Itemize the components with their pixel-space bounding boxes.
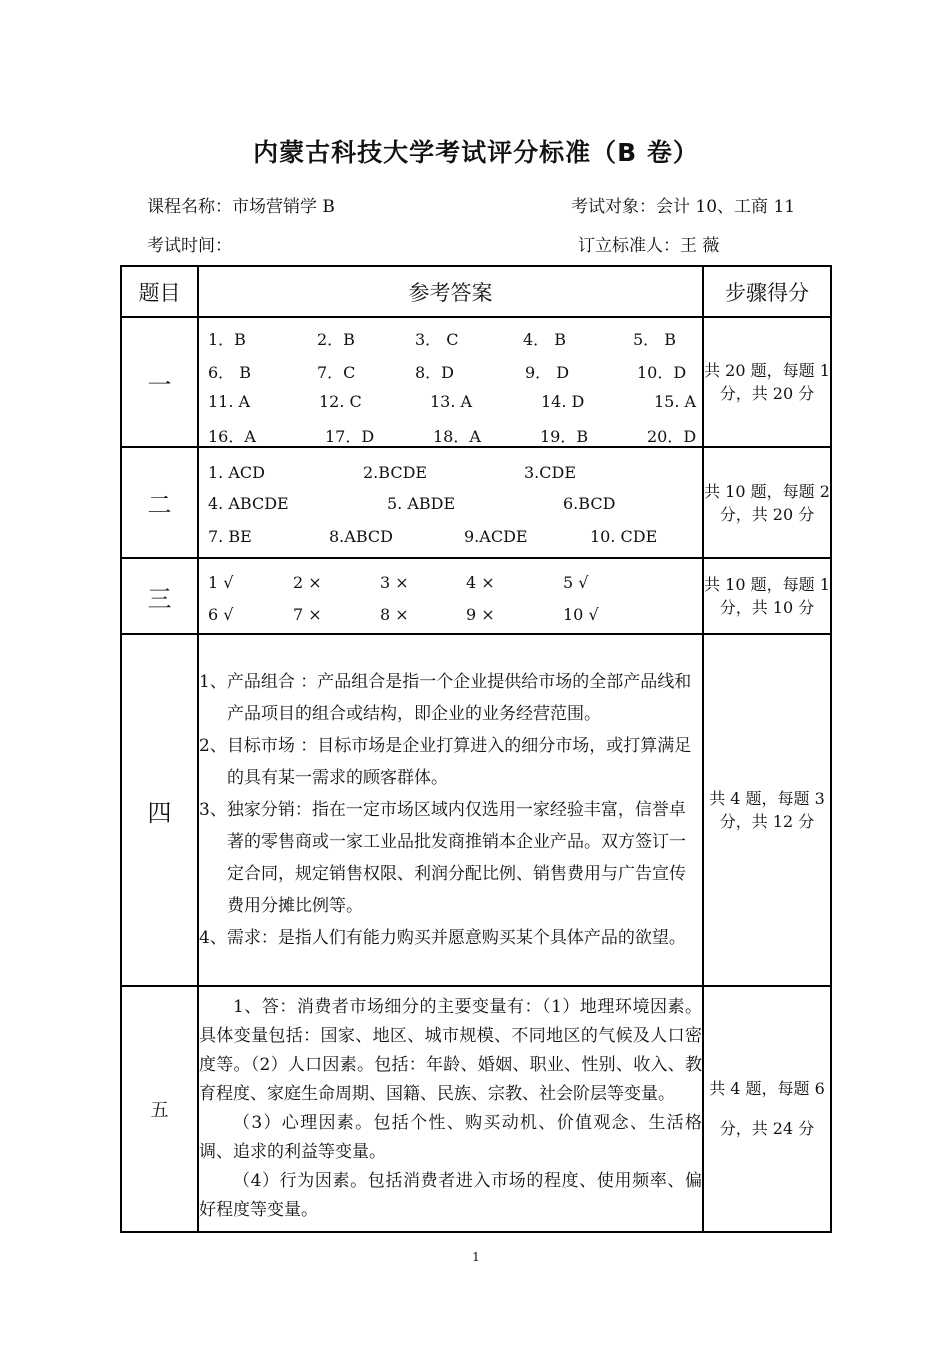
answer-item: 7．C	[317, 363, 356, 382]
essay-paragraph: 1、答：消费者市场细分的主要变量有：（1）地理环境因素。具体变量包括：国家、地区、城市规模、不同地区的气候及人口密度等。（2）人口因素。包括：年龄、婚姻、职业、性别、收入、教育程度、家庭生命周期、国籍、民族、宗教、社会阶层等变量。	[199, 997, 702, 1104]
answer-item: 5. ABDE	[387, 494, 456, 513]
answer-item: 4. ABCDE	[208, 494, 289, 513]
definition-item: 4、需求：是指人们有能力购买并愿意购买某个具体产品的欲望。	[199, 928, 686, 948]
question-label: 三	[121, 558, 198, 634]
score-cell: 共 10 题，每题 1 分，共 10 分	[703, 558, 831, 634]
score-cell: 共 10 题，每题 2 分，共 20 分	[703, 447, 831, 558]
answer-item: 15. A	[654, 392, 697, 411]
course-name: 课程名称：市场营销学 B	[147, 197, 335, 217]
answer-item: 16．A	[208, 427, 256, 446]
document-title: 内蒙古科技大学考试评分标准（B 卷）	[253, 138, 699, 167]
answer-cell	[198, 634, 703, 986]
question-label: 二	[121, 447, 198, 558]
answer-item: 1 √	[208, 573, 234, 592]
header-score: 步骤得分	[703, 266, 831, 317]
answer-item: 20．D	[647, 427, 697, 446]
question-label: 五	[121, 986, 198, 1232]
question-label: 一	[121, 317, 198, 447]
essay-paragraph: （4）行为因素。包括消费者进入市场的程度、使用频率、偏好程度等变量。	[199, 1171, 702, 1220]
essay-paragraph: （3）心理因素。包括个性、购买动机、价值观念、生活格调、追求的利益等变量。	[199, 1113, 702, 1162]
answer-item: 2 ×	[293, 573, 322, 592]
answer-item: 8.ABCD	[329, 527, 393, 546]
answer-cell	[198, 447, 703, 558]
answer-cell	[198, 986, 703, 1232]
answer-item: 2.BCDE	[363, 463, 428, 482]
answer-item: 9． D	[525, 363, 570, 382]
table-row	[121, 447, 831, 558]
answer-item: 2．B	[317, 330, 355, 349]
score-cell: 共 20 题，每题 1 分，共 20 分	[703, 317, 831, 447]
table-header-row	[121, 266, 831, 317]
table-row	[121, 317, 831, 447]
answer-item: 4 ×	[466, 573, 495, 592]
answer-cell	[198, 317, 703, 447]
answer-item: 1. ACD	[208, 463, 265, 482]
header-answer: 参考答案	[198, 266, 703, 317]
answer-item: 3.CDE	[524, 463, 577, 482]
answer-item: 8 ×	[380, 605, 409, 624]
answer-item: 9.ACDE	[464, 527, 528, 546]
grading-table	[120, 265, 832, 1233]
answer-item: 10. CDE	[590, 527, 658, 546]
answer-item: 6 √	[208, 605, 234, 624]
answer-item: 1．B	[208, 330, 246, 349]
answer-item: 17．D	[325, 427, 375, 446]
exam-target: 考试对象：会计 10、工商 11	[571, 197, 796, 217]
page-number: 1	[472, 1250, 480, 1264]
answer-item: 5． B	[633, 330, 677, 349]
answer-item: 10．D	[637, 363, 687, 382]
answer-item: 3． C	[415, 330, 459, 349]
answer-item: 7. BE	[208, 527, 252, 546]
definition-item: 3、独家分销：指在一定市场区域内仅选用一家经验丰富，信誉卓著的零售商或一家工业品批发商推销本企业产品。双方签订一定合同，规定销售权限、利润分配比例、销售费用与广告宣传费用分摊比例等。	[199, 800, 686, 916]
definition-item: 2、目标市场 ：目标市场是企业打算进入的细分市场，或打算满足的具有某一需求的顾客群体。	[199, 736, 692, 788]
answer-item: 7 ×	[293, 605, 322, 624]
answer-item: 5 √	[563, 573, 589, 592]
exam-time: 考试时间：	[147, 236, 232, 256]
answer-item: 13. A	[430, 392, 473, 411]
score-cell: 共 4 题，每题 3 分，共 12 分	[703, 634, 831, 986]
answer-item: 9 ×	[466, 605, 495, 624]
answer-item: 4． B	[523, 330, 567, 349]
answer-cell	[198, 558, 703, 634]
table-row	[121, 986, 831, 1232]
definition-item: 1、产品组合 ：产品组合是指一个企业提供给市场的全部产品线和产品项目的组合或结构，即企业的业务经营范围。	[199, 672, 692, 724]
standard-author: 订立标准人：王 薇	[578, 236, 720, 256]
question-label: 四	[121, 634, 198, 986]
answer-item: 11. A	[208, 392, 251, 411]
answer-item: 14. D	[541, 392, 585, 411]
answer-item: 3 ×	[380, 573, 409, 592]
answer-item: 8．D	[415, 363, 455, 382]
answer-item: 18．A	[433, 427, 481, 446]
table-row	[121, 634, 831, 986]
answer-item: 6． B	[208, 363, 252, 382]
score-cell: 共 4 题，每题 6 分，共 24 分	[703, 986, 831, 1232]
answer-item: 6.BCD	[563, 494, 616, 513]
answer-item: 19．B	[540, 427, 589, 446]
header-question: 题目	[121, 266, 198, 317]
table-row	[121, 558, 831, 634]
answer-item: 12. C	[319, 392, 362, 411]
answer-item: 10 √	[563, 605, 599, 624]
